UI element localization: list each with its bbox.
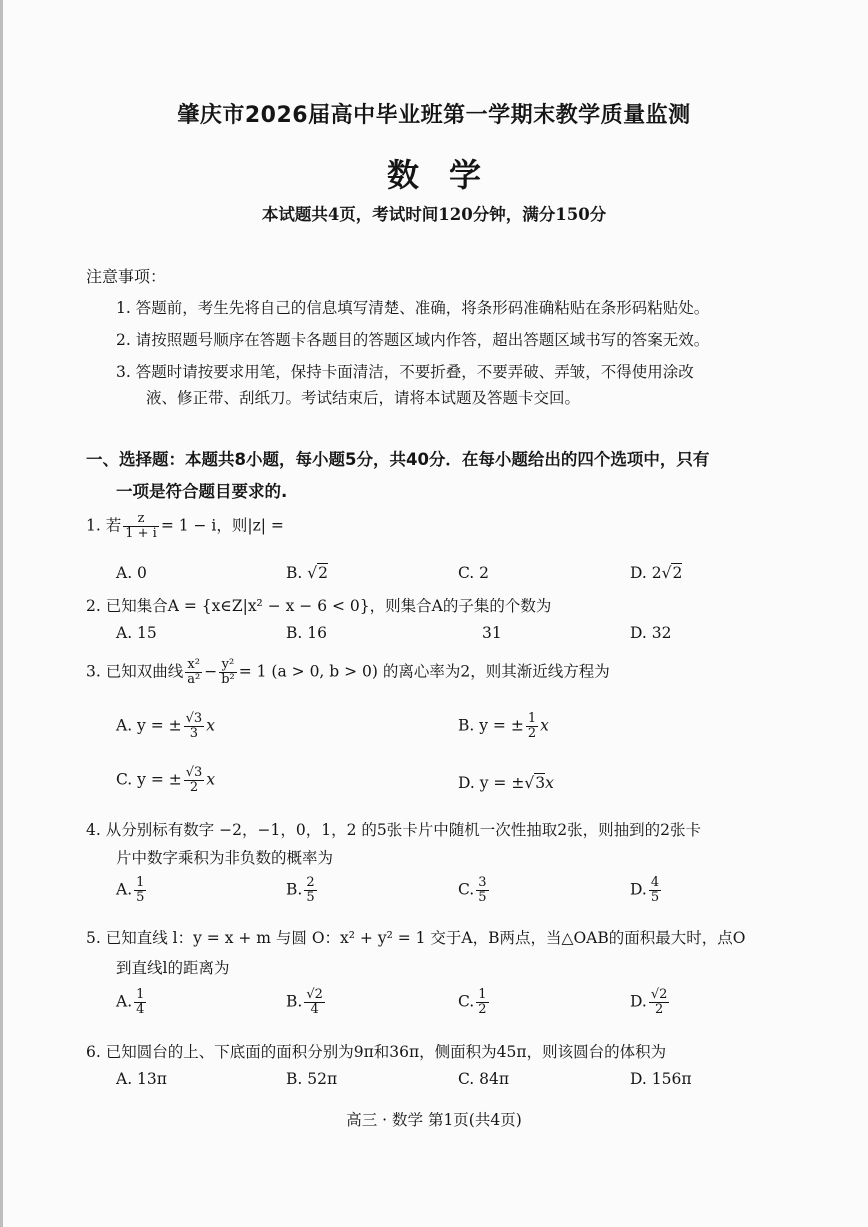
notes-heading: 注意事项：: [86, 267, 167, 286]
q1-option-b: B. √2: [286, 564, 329, 582]
q3-option-a: A. y = ± $\frac{√3}{3}$ x: [116, 711, 215, 741]
q3-option-c: C. y = ± $\frac{√3}{2}$ x: [116, 765, 216, 795]
q6-option-a: A. 13π: [116, 1070, 167, 1088]
question-5-cont: 到直线l的距离为: [116, 959, 230, 977]
q6-option-d: D. 156π: [630, 1070, 692, 1088]
section-1-heading-cont: 一项是符合题目要求的.: [116, 482, 288, 501]
q1-option-a: A. 0: [116, 564, 147, 582]
q2-option-c: 31: [482, 624, 502, 642]
q3-fraction-x: $\frac{\text{x²}}{\text{a²}}$: [187, 657, 201, 687]
q3-option-b: B. y = ± $\frac{1}{2}$ x: [458, 711, 549, 741]
q3-fraction-y: $\frac{\text{y²}}{\text{b²}}$: [221, 657, 235, 687]
note-1: 1. 答题前，考生先将自己的信息填写清楚、准确，将条形码准确粘贴在条形码粘贴处。: [116, 299, 710, 317]
q5-option-b: B. $\frac{√2}{4}$: [286, 987, 323, 1017]
note-2: 2. 请按照题号顺序在答题卡各题目的答题区域内作答，超出答题区域书写的答案无效。: [116, 331, 710, 349]
q2-option-d: D. 32: [630, 624, 672, 642]
q3-option-d: D. y = ±√3x: [458, 774, 554, 792]
q1-option-d: D. 2√2: [630, 564, 683, 582]
note-3-cont: 液、修正带、刮纸刀。考试结束后，请将本试题及答题卡交回。: [146, 389, 581, 407]
question-3: 3. 已知双曲线 $\frac{\text{x²}}{\text{a²}}$ − $\frac{\text{y²}}{\text{b²}}$ = 1 (a > 0, b > 0) 的离心率为2，则其渐近线方程为: [86, 657, 610, 687]
q1-option-c: C. 2: [458, 564, 490, 582]
question-1: 1. 若 $\frac{z}{1 + i}$ = 1 − i，则|z| =: [86, 511, 284, 541]
exam-title: 肇庆市2026届高中毕业班第一学期末教学质量监测: [177, 103, 691, 128]
note-3: 3. 答题时请按要求用笔，保持卡面清洁，不要折叠，不要弄破、弄皱，不得使用涂改: [116, 363, 694, 381]
q5-option-a: A. $\frac{1}{4}$: [116, 987, 145, 1017]
question-4: 4. 从分别标有数字 −2，−1，0，1，2 的5张卡片中随机一次性抽取2张，则抽到的2张卡: [86, 821, 701, 839]
question-5: 5. 已知直线 l：y = x + m 与圆 O：x² + y² = 1 交于A，B两点，当△OAB的面积最大时，点O: [86, 929, 746, 947]
question-4-cont: 片中数字乘积为非负数的概率为: [116, 849, 334, 867]
q2-option-b: B. 16: [286, 624, 327, 642]
q4-option-b: B. $\frac{2}{5}$: [286, 875, 315, 905]
q6-option-c: C. 84π: [458, 1070, 510, 1088]
subject-title: 数学: [386, 156, 511, 194]
question-6: 6. 已知圆台的上、下底面的面积分别为9π和36π，侧面积为45π，则该圆台的体积为: [86, 1043, 667, 1061]
exam-info: 本试题共4页，考试时间120分钟，满分150分: [261, 205, 607, 224]
section-1-heading: 一、选择题：本题共8小题，每小题5分，共40分．在每小题给出的四个选项中，只有: [86, 450, 710, 469]
q5-option-d: D. $\frac{√2}{2}$: [630, 987, 668, 1017]
page-footer: 高三 · 数学 第1页(共4页): [346, 1111, 522, 1129]
q2-option-a: A. 15: [116, 624, 157, 642]
q4-option-c: C. $\frac{3}{5}$: [458, 875, 487, 905]
question-2: 2. 已知集合A = {x∈Z|x² − x − 6 < 0}，则集合A的子集的个数为: [86, 597, 552, 615]
q4-option-d: D. $\frac{4}{5}$: [630, 875, 660, 905]
q5-option-c: C. $\frac{1}{2}$: [458, 987, 487, 1017]
q4-option-a: A. $\frac{1}{5}$: [116, 875, 145, 905]
q1-fraction: $\frac{z}{1 + i}$: [125, 511, 157, 541]
q6-option-b: B. 52π: [286, 1070, 338, 1088]
